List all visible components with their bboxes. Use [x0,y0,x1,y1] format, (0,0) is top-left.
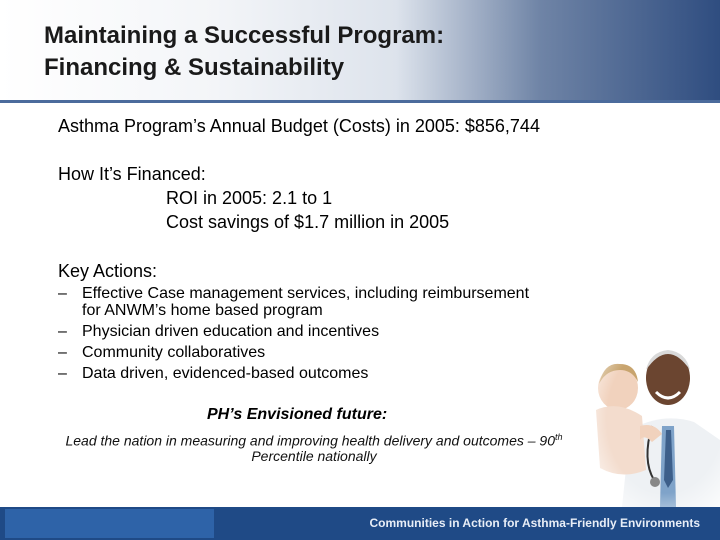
page-title [44,20,444,84]
list-item-text-continued: for ANWM’s home based program [82,302,323,319]
financing-cost-savings: Cost savings of $1.7 million in 2005 [166,212,450,232]
list-item-text: Effective Case management services, including reimbursement [82,285,530,302]
title-line-1: Maintaining a Successful Program: [44,22,445,49]
key-actions-list [58,285,529,386]
future-statement [24,430,604,464]
annual-budget: Asthma Program’s Annual Budget (Costs) in 2005: $856,744 [58,116,540,136]
footer-accent-block [5,509,214,538]
title-line-2: Financing & Sustainability [44,54,345,81]
key-actions-heading: Key Actions: [58,261,158,281]
future-statement-main: Lead the nation in measuring and improving health delivery and outcomes – 90 [65,432,556,449]
list-item [58,323,529,340]
bullet-dash: – [58,323,67,340]
list-item-text: Data driven, evidenced-based outcomes [82,365,369,382]
financing-roi: ROI in 2005: 2.1 to 1 [166,188,333,208]
future-statement-end: Percentile nationally [251,447,377,464]
future-statement-sup: th [555,432,563,442]
list-item [58,365,529,382]
bullet-dash: – [58,344,67,361]
bullet-dash: – [58,285,67,302]
footer-bar [0,507,720,540]
future-heading: PH’s Envisioned future: [207,406,388,423]
list-item-text: Community collaboratives [82,344,266,361]
list-item [58,344,529,361]
doctor-with-child-photo [582,330,720,507]
financing-heading: How It’s Financed: [58,164,206,184]
list-item [58,285,529,319]
bullet-dash: – [58,365,67,382]
footer-tagline: Communities in Action for Asthma-Friendly Environments [369,516,700,530]
list-item-text: Physician driven education and incentives [82,323,380,340]
